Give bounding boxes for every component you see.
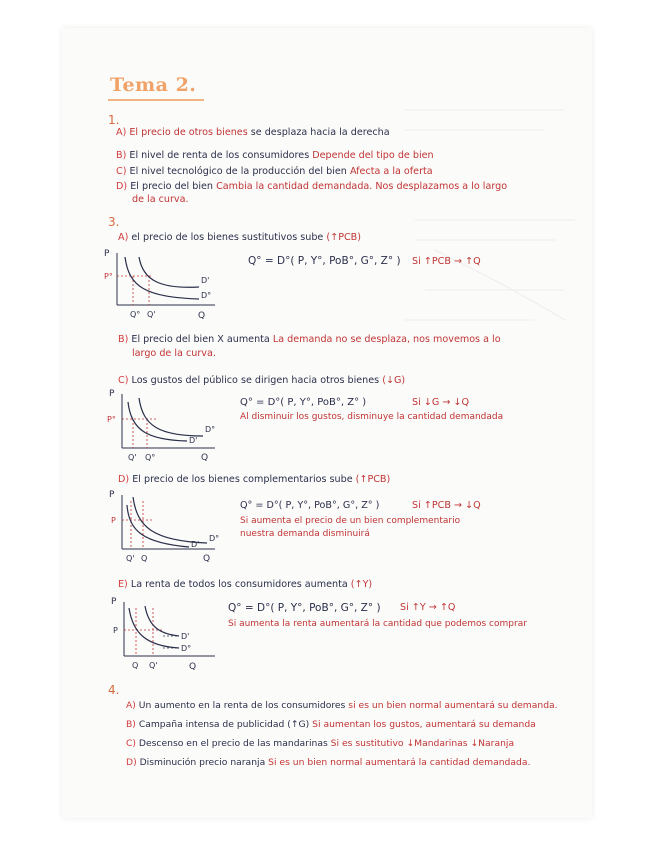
g3c-label-d1: D' bbox=[189, 436, 198, 445]
g3a-axis-p: P bbox=[104, 249, 110, 259]
s3-d-heading bbox=[118, 474, 390, 486]
section-4-number: 4. bbox=[108, 683, 120, 697]
section-1-number: 1. bbox=[108, 113, 120, 127]
g3d-label-d0: D° bbox=[209, 534, 220, 543]
s3-e-effect: Si ↑Y → ↑Q bbox=[400, 602, 456, 613]
s3-c-text: Los gustos del público se dirigen hacia otros bienes bbox=[131, 375, 380, 386]
g3e-curve-d0 bbox=[129, 608, 179, 648]
s1-item-a-text: El precio de otros bienes bbox=[129, 127, 248, 138]
s3-e-paren: (↑Y) bbox=[350, 579, 373, 590]
s4-item-d-note: Si es un bien normal aumentará la cantidad demandada. bbox=[268, 757, 531, 768]
s3-c-note: Al disminuir los gustos, disminuye la cantidad demandada bbox=[240, 412, 504, 422]
s3-d-note: Si aumenta el precio de un bien complementario bbox=[240, 516, 461, 526]
g3c-label-p0: P° bbox=[107, 415, 116, 424]
s1-item-d bbox=[116, 181, 507, 193]
section-3-number: 3. bbox=[108, 215, 120, 229]
page-title: Tema 2. bbox=[110, 74, 197, 96]
s3-c-paren: (↓G) bbox=[382, 375, 406, 386]
s3-d-note-cont: nuestra demanda disminuirá bbox=[240, 529, 370, 539]
g3e-label-q0: Q bbox=[132, 661, 139, 670]
g3e-label-q1: Q' bbox=[149, 661, 158, 670]
s1-item-a-note: se desplaza hacia la derecha bbox=[250, 127, 390, 138]
s3-d-effect: Si ↑PCB → ↓Q bbox=[412, 500, 481, 511]
s1-item-b-note: Depende del tipo de bien bbox=[312, 150, 434, 161]
s3-b-text: El precio del bien X aumenta bbox=[131, 334, 270, 345]
g3a-curve-d0 bbox=[125, 257, 199, 299]
g3d-axis-p: P bbox=[109, 490, 115, 500]
g3d-label-d1: D' bbox=[191, 540, 200, 549]
g3d-axis-q: Q bbox=[203, 554, 211, 564]
s1-item-b-letter: B) bbox=[116, 150, 127, 161]
s3-a-text: el precio de los bienes sustitutivos sube bbox=[131, 232, 324, 243]
s4-item-b-letter: B) bbox=[126, 719, 136, 730]
graph-3d bbox=[103, 487, 228, 567]
g3a-label-q0: Q° bbox=[130, 310, 141, 319]
s4-item-c-text: Descenso en el precio de las mandarinas bbox=[138, 738, 328, 749]
s3-b-heading bbox=[118, 334, 501, 346]
s3-a-effect: Si ↑PCB → ↑Q bbox=[412, 256, 481, 267]
graph-3a bbox=[103, 243, 228, 323]
s1-item-c-letter: C) bbox=[116, 166, 127, 177]
s3-a-formula: Q° = D°( P, Y°, PoB°, G°, Z° ) bbox=[248, 255, 401, 267]
g3a-axis-q: Q bbox=[198, 311, 206, 321]
s1-item-c-note: Afecta a la oferta bbox=[349, 166, 433, 177]
s1-item-b-text: El nivel de renta de los consumidores bbox=[129, 150, 310, 161]
s1-item-c bbox=[116, 166, 433, 178]
s4-item-c-letter: C) bbox=[126, 738, 136, 749]
s3-c-formula: Q° = D°( P, Y°, PoB°, Z° ) bbox=[240, 397, 367, 408]
graph-3c bbox=[103, 386, 228, 466]
s3-d-formula: Q° = D°( P, Y°, PoB°, G°, Z° ) bbox=[240, 500, 380, 511]
s4-item-d-text: Disminución precio naranja bbox=[139, 757, 266, 768]
s4-item-a-text: Un aumento en la renta de los consumidores bbox=[138, 700, 346, 711]
s1-item-d-note-cont: de la curva. bbox=[132, 194, 189, 205]
g3e-axis-q: Q bbox=[189, 662, 197, 672]
s3-e-note: Si aumenta la renta aumentará la cantidad que podemos comprar bbox=[228, 619, 527, 629]
g3a-label-p0: P° bbox=[104, 272, 113, 281]
s1-item-b bbox=[116, 150, 434, 162]
s3-e-text: La renta de todos los consumidores aumenta bbox=[130, 579, 348, 590]
g3c-label-q1: Q' bbox=[128, 453, 137, 462]
g3c-label-q0: Q° bbox=[145, 453, 156, 462]
s3-e-formula: Q° = D°( P, Y°, PoB°, G°, Z° ) bbox=[228, 602, 381, 614]
g3e-label-p: P bbox=[113, 626, 118, 635]
s3-d-paren: (↑PCB) bbox=[355, 474, 391, 485]
s4-item-d bbox=[126, 757, 530, 769]
g3e-label-d1: D' bbox=[181, 632, 190, 641]
bleed-through-marks bbox=[395, 90, 585, 370]
g3e-label-d0: D° bbox=[181, 644, 192, 653]
g3e-curve-d1 bbox=[145, 606, 179, 636]
s4-item-c bbox=[126, 738, 514, 750]
s4-item-b bbox=[126, 719, 536, 731]
g3d-label-q1: Q' bbox=[126, 554, 135, 563]
g3a-label-d0: D° bbox=[201, 291, 212, 300]
s3-e-letter: E) bbox=[118, 579, 128, 590]
g3a-curve-d1 bbox=[139, 257, 199, 287]
g3c-label-d0: D° bbox=[205, 425, 216, 434]
s3-a-letter: A) bbox=[118, 232, 129, 243]
s3-e-heading bbox=[118, 579, 372, 591]
g3d-label-p: P bbox=[111, 516, 116, 525]
s3-a-paren: (↑PCB) bbox=[326, 232, 361, 243]
s3-c-letter: C) bbox=[118, 375, 129, 386]
graph-3e bbox=[103, 594, 228, 674]
s4-item-a-letter: A) bbox=[126, 700, 136, 711]
g3e-axis-p: P bbox=[111, 597, 117, 607]
s1-item-d-letter: D) bbox=[116, 181, 128, 192]
g3c-axis-p: P bbox=[109, 389, 115, 399]
s4-item-c-note: Si es sustitutivo ↓Mandarinas ↓Naranja bbox=[330, 738, 515, 749]
s3-b-letter: B) bbox=[118, 334, 129, 345]
s4-item-d-letter: D) bbox=[126, 757, 137, 768]
s1-item-a-letter: A) bbox=[116, 127, 127, 138]
s1-item-a bbox=[116, 127, 390, 139]
g3c-curve-d0 bbox=[139, 398, 203, 436]
g3a-label-q1: Q' bbox=[147, 310, 156, 319]
g3c-axis-q: Q bbox=[201, 453, 209, 463]
s4-item-a bbox=[126, 700, 558, 712]
title-underline bbox=[108, 99, 204, 101]
s1-item-d-note: Cambia la cantidad demandada. Nos desplazamos a lo largo bbox=[216, 181, 508, 192]
s4-item-a-note: si es un bien normal aumentará su demanda. bbox=[348, 700, 558, 711]
g3c-curve-d1 bbox=[128, 402, 187, 441]
s3-d-letter: D) bbox=[118, 474, 130, 485]
s1-item-d-text: El precio del bien bbox=[130, 181, 214, 192]
s1-item-c-text: El nivel tecnológico de la producción del bien bbox=[129, 166, 347, 177]
s4-item-b-text: Campaña intensa de publicidad (↑G) bbox=[138, 719, 310, 730]
s3-c-effect: Si ↓G → ↓Q bbox=[412, 397, 470, 408]
s3-d-text: El precio de los bienes complementarios sube bbox=[132, 474, 353, 485]
s3-b-note-cont: largo de la curva. bbox=[132, 348, 216, 359]
g3a-label-d1: D' bbox=[201, 276, 210, 285]
g3d-label-q0: Q bbox=[141, 554, 148, 563]
s4-item-b-note: Si aumentan los gustos, aumentará su demanda bbox=[312, 719, 536, 730]
s3-b-note: La demanda no se desplaza, nos movemos a lo bbox=[272, 334, 501, 345]
